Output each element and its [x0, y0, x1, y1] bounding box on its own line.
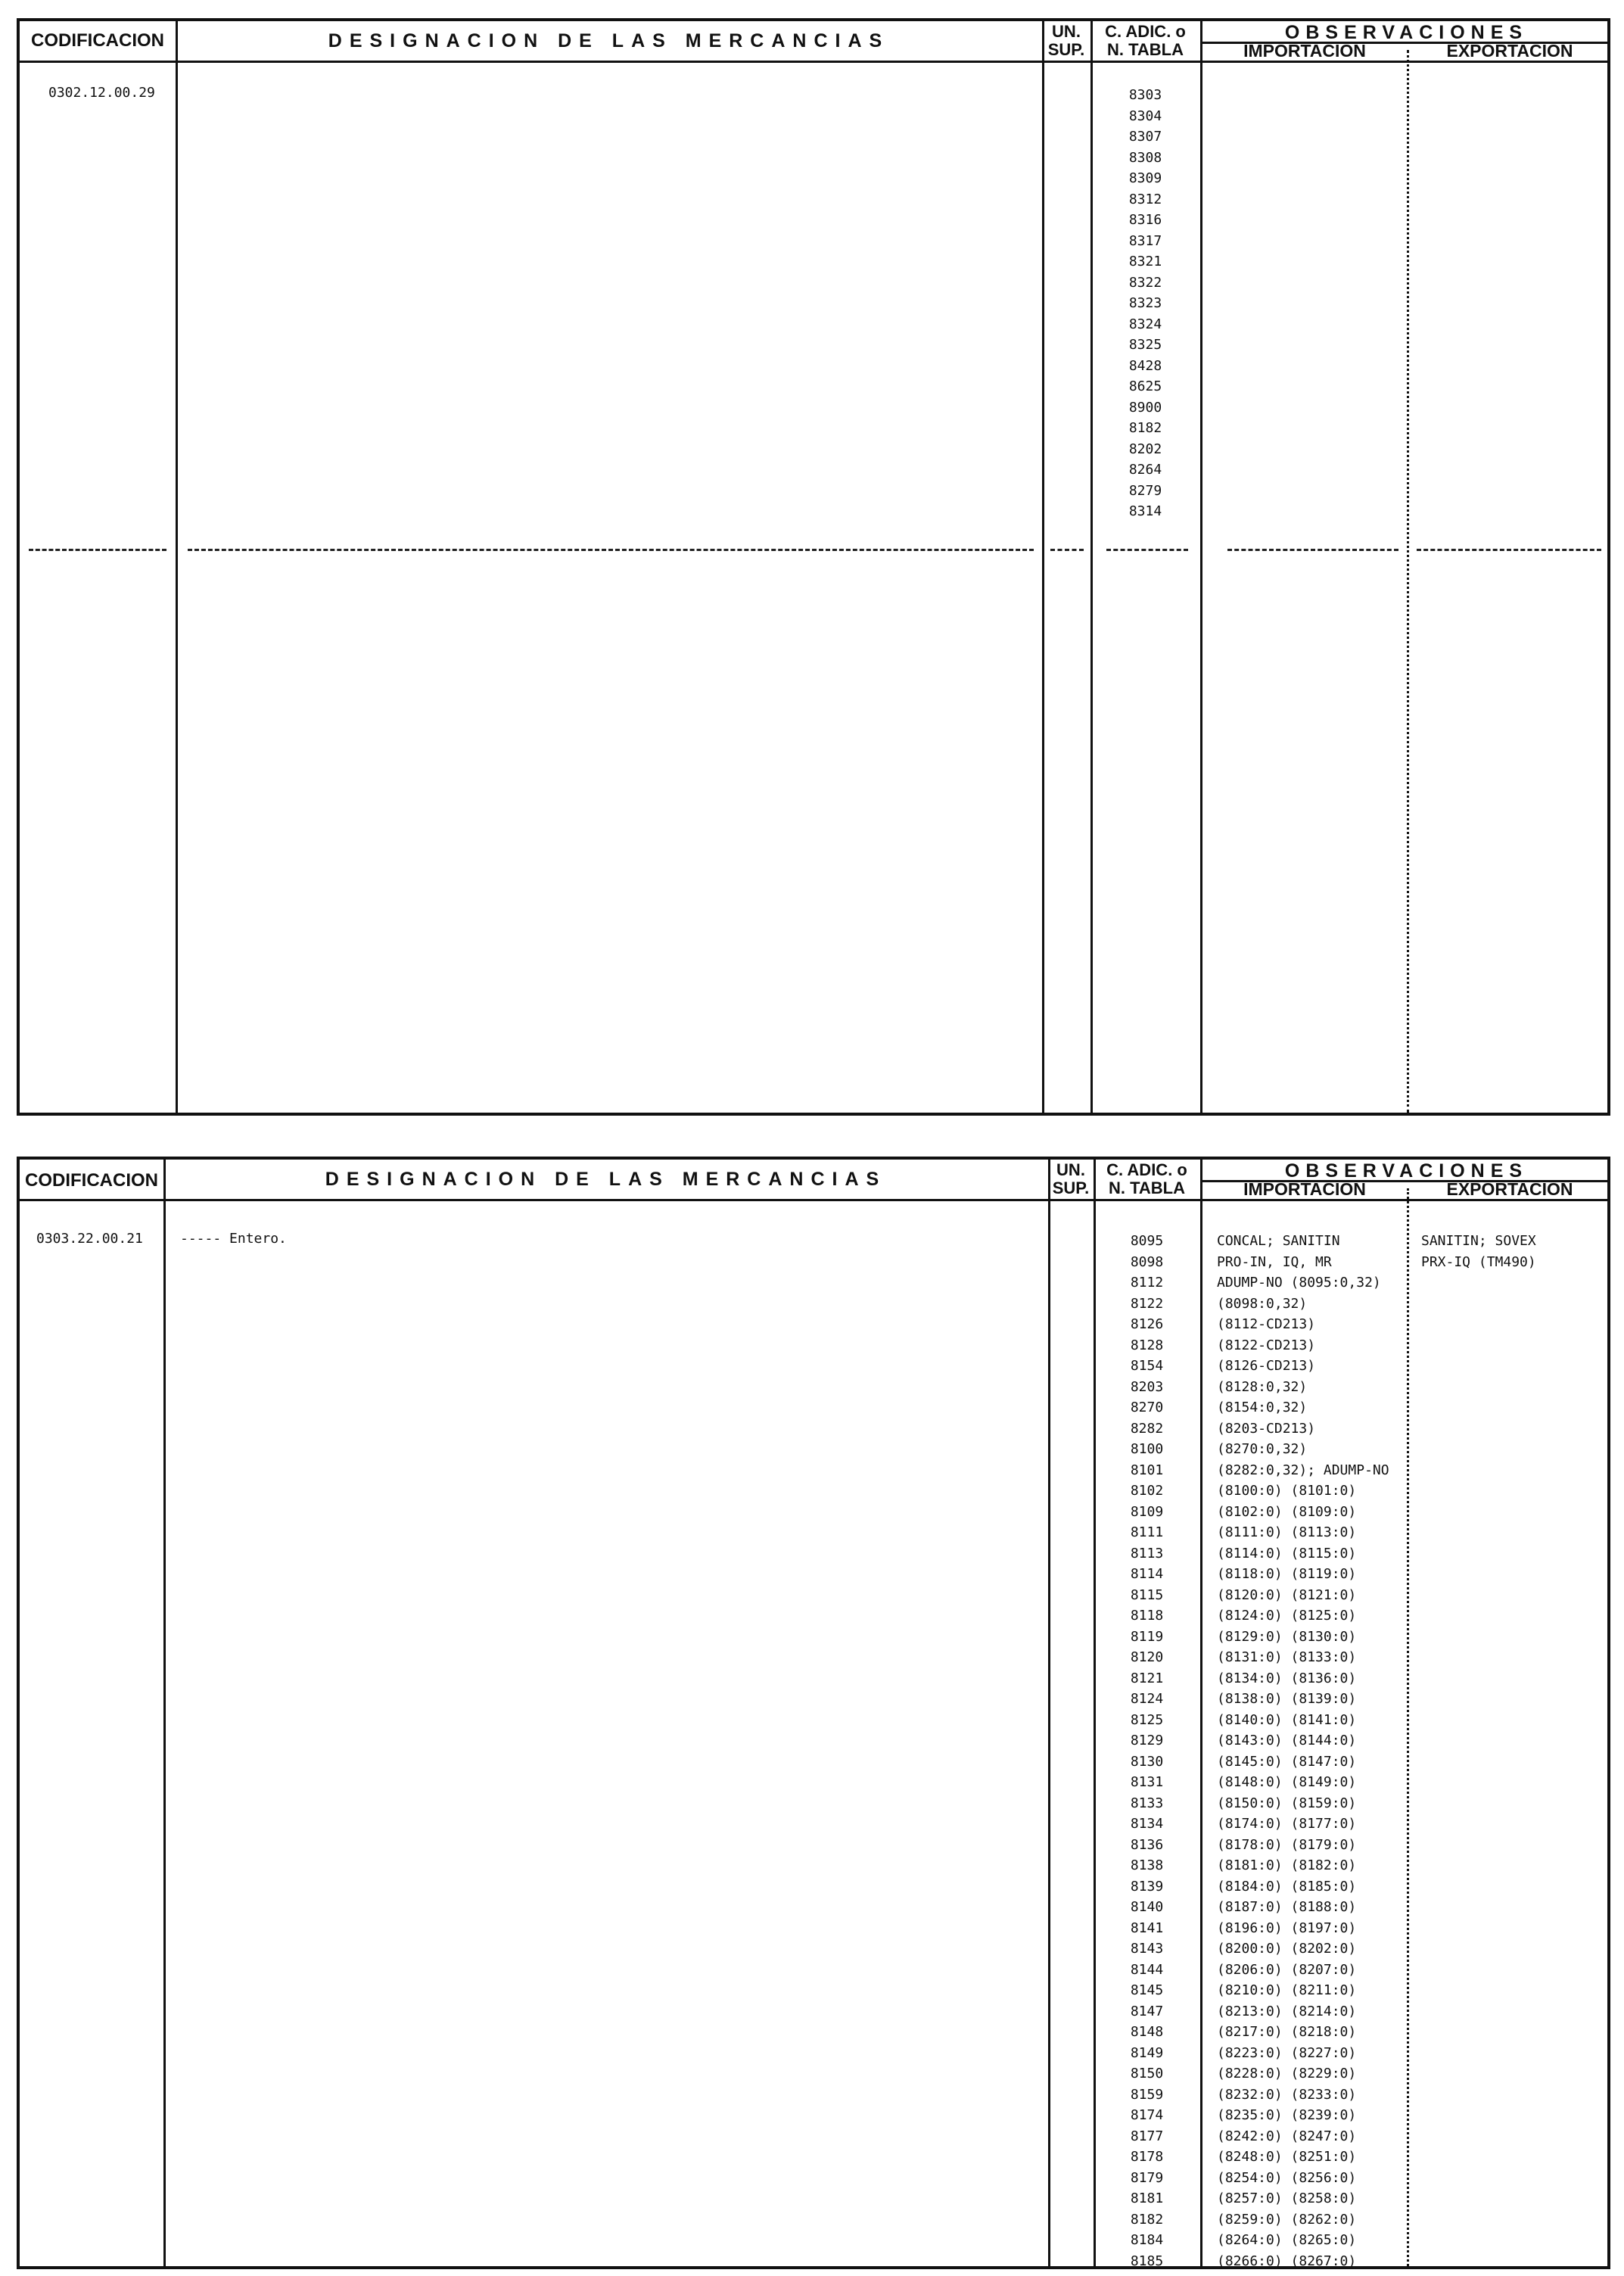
cadic-code: 8120: [1130, 1649, 1164, 1665]
cadic-code: 8324: [1128, 316, 1162, 332]
col-divider-designacion: [1042, 21, 1044, 1113]
importacion-entry: (8148:0) (8149:0): [1217, 1774, 1357, 1790]
cadic-code: 8325: [1128, 337, 1162, 353]
header-importacion: IMPORTACION: [1243, 41, 1366, 61]
cadic-code: 8323: [1128, 295, 1162, 311]
row-separator: [1106, 549, 1188, 551]
header-cadic: C. ADIC. o: [1105, 22, 1186, 41]
cadic-code: 8303: [1128, 87, 1162, 103]
importacion-entry: (8098:0,32): [1217, 1295, 1308, 1312]
importacion-entry: (8206:0) (8207:0): [1217, 1961, 1357, 1978]
importacion-entry: (8126-CD213): [1217, 1358, 1316, 1374]
importacion-entry: (8174:0) (8177:0): [1217, 1816, 1357, 1832]
header-codificacion: CODIFICACION: [31, 30, 164, 51]
cadic-code: 8314: [1128, 503, 1162, 519]
cadic-code: 8321: [1128, 254, 1162, 269]
importacion-entry: (8223:0) (8227:0): [1217, 2044, 1357, 2061]
cadic-code: 8185: [1130, 2253, 1164, 2269]
cadic-code: 8182: [1130, 2211, 1164, 2228]
importacion-entry: (8228:0) (8229:0): [1217, 2066, 1357, 2081]
header-importacion: IMPORTACION: [1243, 1179, 1366, 1199]
cadic-code: 8147: [1130, 2003, 1164, 2019]
cadic-code: 8203: [1130, 1378, 1164, 1395]
cadic-code: 8114: [1130, 1566, 1164, 1582]
importacion-entry: (8242:0) (8247:0): [1217, 2128, 1357, 2144]
cadic-code: 8309: [1128, 170, 1162, 186]
cadic-code: 8179: [1130, 2169, 1164, 2186]
cadic-code: 8095: [1130, 1233, 1164, 1249]
cadic-code: 8130: [1130, 1753, 1164, 1770]
importacion-entry: (8114:0) (8115:0): [1217, 1545, 1357, 1561]
cadic-code: 8322: [1128, 274, 1162, 291]
importacion-entry: (8150:0) (8159:0): [1217, 1795, 1357, 1811]
cadic-code: 8100: [1130, 1441, 1164, 1457]
cadic-code: 8148: [1130, 2024, 1164, 2040]
cadic-code: 8182: [1128, 420, 1162, 436]
importacion-entry: ADUMP-NO (8095:0,32): [1217, 1275, 1381, 1291]
importacion-entry: (8257:0) (8258:0): [1217, 2190, 1357, 2206]
importacion-entry: (8118:0) (8119:0): [1217, 1566, 1357, 1582]
cadic-code: 8102: [1130, 1483, 1164, 1499]
cadic-code: 8134: [1130, 1816, 1164, 1832]
importacion-entry: (8143:0) (8144:0): [1217, 1733, 1357, 1748]
cadic-code: 8138: [1130, 1857, 1164, 1873]
importacion-entry: (8129:0) (8130:0): [1217, 1628, 1357, 1645]
header-exportacion: EXPORTACION: [1446, 41, 1573, 61]
cadic-code: 8312: [1128, 191, 1162, 207]
cadic-list: [1090, 85, 1200, 522]
cadic-code: 8282: [1130, 1420, 1164, 1437]
cadic-code: 8128: [1130, 1337, 1164, 1353]
cadic-code: 8154: [1130, 1358, 1164, 1374]
item-code: 0303.22.00.21: [36, 1231, 143, 1247]
importacion-entry: (8122-CD213): [1217, 1337, 1316, 1353]
col-divider-designacion: [1048, 1160, 1050, 2266]
cadic-code: 8270: [1130, 1400, 1164, 1415]
header-sup: SUP.: [1047, 40, 1085, 59]
header-codificacion: CODIFICACION: [25, 1170, 158, 1191]
cadic-code: 8125: [1130, 1711, 1164, 1728]
cadic-code: 8144: [1130, 1961, 1164, 1978]
item-code: 0302.12.00.29: [48, 85, 155, 101]
cadic-code: 8129: [1130, 1733, 1164, 1748]
cadic-code: 8304: [1128, 107, 1162, 124]
cadic-code: 8625: [1128, 378, 1162, 394]
importacion-entry: (8264:0) (8265:0): [1217, 2232, 1357, 2248]
col-divider-obs-dotted: [1407, 50, 1409, 1113]
cadic-code: 8900: [1128, 399, 1162, 416]
header-designacion: DESIGNACION DE LAS MERCANCIAS: [328, 30, 890, 51]
importacion-entry: (8184:0) (8185:0): [1217, 1878, 1357, 1895]
cadic-code: 8112: [1130, 1275, 1164, 1291]
header-ntabla: N. TABLA: [1108, 1178, 1186, 1197]
cadic-code: 8121: [1130, 1670, 1164, 1686]
item-description: ----- Entero.: [180, 1231, 287, 1247]
cadic-code: 8308: [1128, 149, 1162, 166]
importacion-entry: (8178:0) (8179:0): [1217, 1836, 1357, 1853]
importacion-entry: (8248:0) (8251:0): [1217, 2149, 1357, 2165]
tariff-table-panel-2: [17, 1157, 1610, 2269]
cadic-code: 8202: [1128, 441, 1162, 457]
importacion-entry: (8210:0) (8211:0): [1217, 1982, 1357, 1998]
cadic-code: 8174: [1130, 2107, 1164, 2123]
cadic-code: 8139: [1130, 1878, 1164, 1895]
cadic-code: 8177: [1130, 2128, 1164, 2144]
importacion-entry: (8270:0,32): [1217, 1441, 1308, 1457]
cadic-code: 8111: [1130, 1524, 1164, 1540]
importacion-entry: (8254:0) (8256:0): [1217, 2169, 1357, 2186]
cadic-code: 8124: [1130, 1691, 1164, 1707]
exportacion-list: [1421, 1231, 1603, 1272]
col-divider-cadic: [1200, 1160, 1202, 2266]
cadic-code: 8109: [1130, 1503, 1164, 1520]
cadic-code: 8178: [1130, 2149, 1164, 2165]
row-separator: [1227, 549, 1398, 551]
cadic-code: 8115: [1130, 1586, 1164, 1603]
importacion-entry: (8235:0) (8239:0): [1217, 2107, 1357, 2123]
header-ntabla: N. TABLA: [1106, 40, 1184, 59]
cadic-code: 8136: [1130, 1836, 1164, 1853]
importacion-entry: (8187:0) (8188:0): [1217, 1899, 1357, 1915]
cadic-code: 8145: [1130, 1982, 1164, 1998]
importacion-entry: (8232:0) (8233:0): [1217, 2086, 1357, 2103]
importacion-entry: (8154:0,32): [1217, 1400, 1308, 1415]
cadic-code: 8159: [1130, 2086, 1164, 2103]
cadic-code: 8113: [1130, 1545, 1164, 1561]
header-observaciones: OBSERVACIONES: [1284, 22, 1529, 43]
cadic-code: 8316: [1128, 212, 1162, 228]
row-separator: [188, 549, 1034, 551]
header-un: UN.: [1052, 22, 1081, 41]
importacion-entry: (8282:0,32); ADUMP-NO: [1217, 1462, 1389, 1478]
col-divider-codificacion: [176, 21, 178, 1113]
cadic-code: 8133: [1130, 1795, 1164, 1811]
cadic-code: 8119: [1130, 1628, 1164, 1645]
importacion-entry: (8140:0) (8141:0): [1217, 1711, 1357, 1728]
header-observaciones: OBSERVACIONES: [1284, 1160, 1529, 1182]
cadic-code: 8141: [1130, 1919, 1164, 1936]
exportacion-entry: SANITIN; SOVEX: [1421, 1233, 1536, 1249]
cadic-code: 8149: [1130, 2044, 1164, 2061]
importacion-entry: (8138:0) (8139:0): [1217, 1691, 1357, 1707]
importacion-entry: (8266:0) (8267:0): [1217, 2253, 1357, 2269]
importacion-entry: PRO-IN, IQ, MR: [1217, 1253, 1332, 1270]
cadic-code: 8143: [1130, 1941, 1164, 1957]
importacion-entry: (8213:0) (8214:0): [1217, 2003, 1357, 2019]
importacion-entry: (8124:0) (8125:0): [1217, 1608, 1357, 1624]
header-designacion: DESIGNACION DE LAS MERCANCIAS: [325, 1169, 887, 1190]
cadic-code: 8428: [1128, 357, 1162, 374]
cadic-code: 8131: [1130, 1774, 1164, 1790]
importacion-entry: (8128:0,32): [1217, 1378, 1308, 1395]
cadic-list: [1094, 1231, 1200, 2271]
importacion-entry: (8196:0) (8197:0): [1217, 1919, 1357, 1936]
row-separator: [29, 549, 166, 551]
header-un: UN.: [1056, 1160, 1085, 1179]
importacion-entry: (8111:0) (8113:0): [1217, 1524, 1357, 1540]
importacion-entry: (8131:0) (8133:0): [1217, 1649, 1357, 1665]
col-divider-codificacion: [163, 1160, 166, 2266]
importacion-entry: (8259:0) (8262:0): [1217, 2211, 1357, 2228]
cadic-code: 8264: [1128, 462, 1162, 478]
importacion-entry: (8145:0) (8147:0): [1217, 1753, 1357, 1770]
cadic-code: 8098: [1130, 1253, 1164, 1270]
cadic-code: 8181: [1130, 2190, 1164, 2206]
cadic-code: 8140: [1130, 1899, 1164, 1915]
cadic-code: 8122: [1130, 1295, 1164, 1312]
cadic-code: 8118: [1130, 1608, 1164, 1624]
cadic-code: 8317: [1128, 232, 1162, 249]
header-exportacion: EXPORTACION: [1446, 1179, 1573, 1199]
tariff-table-panel-1: [17, 18, 1610, 1116]
importacion-entry: (8100:0) (8101:0): [1217, 1483, 1357, 1499]
cadic-code: 8150: [1130, 2066, 1164, 2081]
importacion-entry: (8120:0) (8121:0): [1217, 1586, 1357, 1603]
importacion-entry: CONCAL; SANITIN: [1217, 1233, 1340, 1249]
importacion-entry: (8134:0) (8136:0): [1217, 1670, 1357, 1686]
col-divider-obs-dotted: [1407, 1188, 1409, 2266]
importacion-entry: (8203-CD213): [1217, 1420, 1316, 1437]
header-cadic: C. ADIC. o: [1106, 1160, 1187, 1179]
cadic-code: 8126: [1130, 1316, 1164, 1332]
importacion-entry: (8102:0) (8109:0): [1217, 1503, 1357, 1520]
cadic-code: 8184: [1130, 2232, 1164, 2248]
cadic-code: 8279: [1128, 482, 1162, 499]
importacion-entry: (8200:0) (8202:0): [1217, 1941, 1357, 1957]
cadic-code: 8101: [1130, 1462, 1164, 1478]
importacion-entry: (8181:0) (8182:0): [1217, 1857, 1357, 1873]
exportacion-entry: PRX-IQ (TM490): [1421, 1253, 1536, 1270]
importacion-list: [1217, 1231, 1406, 2271]
importacion-entry: (8217:0) (8218:0): [1217, 2024, 1357, 2040]
header-sup: SUP.: [1052, 1178, 1090, 1197]
col-divider-cadic: [1200, 21, 1202, 1113]
row-separator: [1050, 549, 1084, 551]
cadic-code: 8307: [1128, 129, 1162, 145]
row-separator: [1417, 549, 1601, 551]
importacion-entry: (8112-CD213): [1217, 1316, 1316, 1332]
